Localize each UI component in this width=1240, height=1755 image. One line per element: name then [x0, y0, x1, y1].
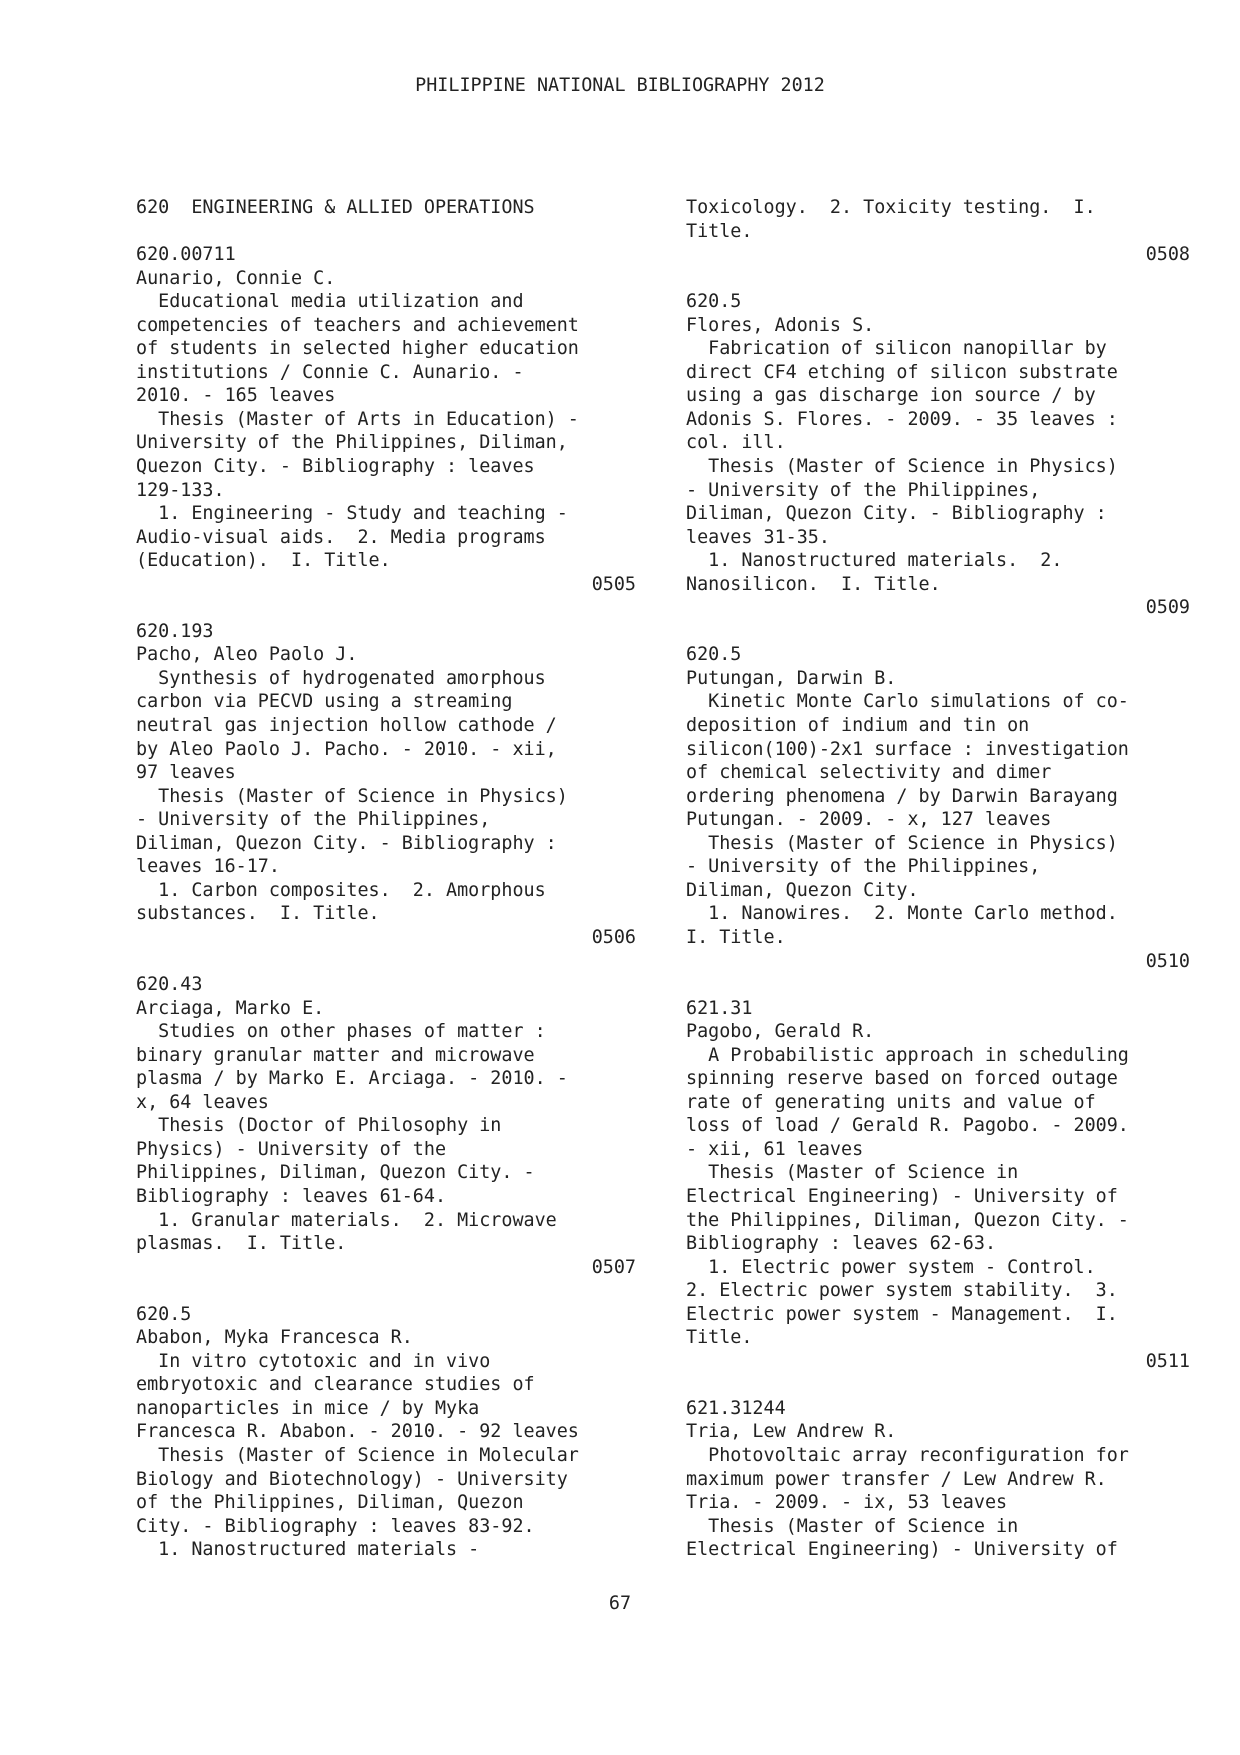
page-header: PHILIPPINE NATIONAL BIBLIOGRAPHY 2012: [415, 75, 825, 96]
blank-line: [136, 220, 636, 244]
entry-text-line: 97 leaves: [136, 762, 236, 784]
entry-text-line: 2010. - 165 leaves: [136, 385, 336, 407]
entry-text-line: Pacho, Aleo Paolo J.: [136, 644, 358, 666]
entry-text-line: of the Philippines, Diliman, Quezon: [136, 1492, 524, 1514]
entry-text-line: binary granular matter and microwave: [136, 1044, 535, 1066]
entry-text-line: - University of the Philippines,: [136, 809, 491, 831]
entry-text-line: Photovoltaic array reconfiguration for: [686, 1444, 1129, 1466]
entry-text-line: Thesis (Master of Science in Physics): [686, 832, 1118, 854]
entry-text-line: Francesca R. Ababon. - 2010. - 92 leaves: [136, 1421, 579, 1443]
entry-text-line: Thesis (Master of Science in: [686, 1515, 1019, 1537]
entry-text-line: 1. Electric power system - Control.: [686, 1256, 1096, 1278]
call-number: 621.31: [686, 997, 753, 1019]
entry-text-line: 1. Granular materials. 2. Microwave: [136, 1209, 557, 1231]
entry-text-line: using a gas discharge ion source / by: [686, 385, 1096, 407]
entry-text-line: plasmas. I. Title.: [136, 1233, 347, 1255]
entry-text-line: Electrical Engineering) - University of: [686, 1539, 1118, 1561]
entry-number: 0505: [591, 573, 636, 595]
entry-text-line: neutral gas injection hollow cathode /: [136, 715, 557, 737]
entry-text-line: Thesis (Master of Science in: [686, 1162, 1019, 1184]
blank-line: [136, 950, 636, 974]
entry-text-line: maximum power transfer / Lew Andrew R.: [686, 1468, 1107, 1490]
entry-text-line: 1. Engineering - Study and teaching -: [136, 503, 568, 525]
entry-text-line: Studies on other phases of matter :: [136, 1021, 546, 1043]
entry-number: 0510: [1145, 950, 1190, 972]
entry-text-line: University of the Philippines, Diliman,: [136, 432, 568, 454]
entry-text-line: Physics) - University of the: [136, 1138, 447, 1160]
entry-text-line: 1. Nanowires. 2. Monte Carlo method.: [686, 903, 1118, 925]
blank-line: [136, 596, 636, 620]
entry-text-line: Tria, Lew Andrew R.: [686, 1421, 897, 1443]
entry-text-line: ordering phenomena / by Darwin Barayang: [686, 785, 1118, 807]
blank-line: [686, 1373, 1190, 1397]
left-column: [136, 196, 636, 1562]
entry-number: 0506: [591, 926, 636, 948]
entry-text-line: Arciaga, Marko E.: [136, 997, 325, 1019]
entry-text-line: Electric power system - Management. I.: [686, 1303, 1118, 1325]
entry-text-line: Diliman, Quezon City. - Bibliography :: [686, 503, 1107, 525]
entry-text-line: Quezon City. - Bibliography : leaves: [136, 456, 535, 478]
entry-text-line: Putungan, Darwin B.: [686, 667, 897, 689]
entry-text-line: Educational media utilization and: [136, 291, 524, 313]
entry-text-line: A Probabilistic approach in scheduling: [686, 1044, 1129, 1066]
entry-text-line: I. Title.: [686, 926, 786, 948]
entry-text-line: 1. Carbon composites. 2. Amorphous: [136, 879, 546, 901]
entry-text-line: competencies of teachers and achievement: [136, 314, 579, 336]
blank-line: [136, 1279, 636, 1303]
entry-text-line: Thesis (Master of Science in Physics): [136, 785, 568, 807]
entry-number: 0508: [1145, 244, 1190, 266]
entry-number: 0511: [1145, 1350, 1190, 1372]
entry-text-line: Electrical Engineering) - University of: [686, 1185, 1118, 1207]
entry-text-line: Title.: [686, 1327, 753, 1349]
call-number: 620.5: [136, 1303, 192, 1325]
entry-text-line: Diliman, Quezon City.: [686, 879, 919, 901]
entry-text-line: x, 64 leaves: [136, 1091, 269, 1113]
entry-text-line: Thesis (Master of Science in Physics): [686, 456, 1118, 478]
entry-text-line: Thesis (Master of Science in Molecular: [136, 1444, 579, 1466]
entry-text-line: In vitro cytotoxic and in vivo: [136, 1350, 491, 1372]
entry-text-line: Diliman, Quezon City. - Bibliography :: [136, 832, 557, 854]
entry-text-line: Pagobo, Gerald R.: [686, 1021, 875, 1043]
entry-text-line: Kinetic Monte Carlo simulations of co-: [686, 691, 1129, 713]
entry-text-line: substances. I. Title.: [136, 903, 380, 925]
entry-text-line: loss of load / Gerald R. Pagobo. - 2009.: [686, 1115, 1129, 1137]
entry-number: 0507: [591, 1256, 636, 1278]
entry-text-line: Thesis (Doctor of Philosophy in: [136, 1115, 502, 1137]
blank-line: [686, 973, 1190, 997]
entry-text-line: nanoparticles in mice / by Myka: [136, 1397, 480, 1419]
entry-text-line: Toxicology. 2. Toxicity testing. I.: [686, 197, 1096, 218]
entry-text-line: Flores, Adonis S.: [686, 314, 875, 336]
entry-text-line: Adonis S. Flores. - 2009. - 35 leaves :: [686, 408, 1118, 430]
entry-text-line: Synthesis of hydrogenated amorphous: [136, 667, 546, 689]
entry-text-line: Philippines, Diliman, Quezon City. -: [136, 1162, 535, 1184]
entry-text-line: institutions / Connie C. Aunario. -: [136, 361, 524, 383]
entry-text-line: Title.: [686, 220, 753, 242]
blank-line: [686, 267, 1190, 291]
entry-text-line: Tria. - 2009. - ix, 53 leaves: [686, 1492, 1008, 1514]
blank-line: [686, 620, 1190, 644]
entry-text-line: spinning reserve based on forced outage: [686, 1068, 1118, 1090]
entry-text-line: Fabrication of silicon nanopillar by: [686, 338, 1107, 360]
entry-text-line: deposition of indium and tin on: [686, 715, 1030, 737]
entry-text-line: - University of the Philippines,: [686, 479, 1041, 501]
entry-text-line: of students in selected higher education: [136, 338, 579, 360]
entry-text-line: Putungan. - 2009. - x, 127 leaves: [686, 809, 1052, 831]
entry-text-line: City. - Bibliography : leaves 83-92.: [136, 1515, 535, 1537]
entry-text-line: Ababon, Myka Francesca R.: [136, 1327, 413, 1349]
entry-text-line: Audio-visual aids. 2. Media programs: [136, 526, 546, 548]
entry-text-line: 1. Nanostructured materials. 2.: [686, 550, 1063, 572]
entry-text-line: Bibliography : leaves 62-63.: [686, 1233, 997, 1255]
entry-text-line: the Philippines, Diliman, Quezon City. -: [686, 1209, 1129, 1231]
entry-text-line: direct CF4 etching of silicon substrate: [686, 361, 1118, 383]
entry-text-line: 620 ENGINEERING & ALLIED OPERATIONS: [136, 197, 535, 218]
entry-text-line: plasma / by Marko E. Arciaga. - 2010. -: [136, 1068, 568, 1090]
entry-text-line: Biology and Biotechnology) - University: [136, 1468, 568, 1490]
call-number: 620.5: [686, 644, 742, 666]
entry-text-line: Nanosilicon. I. Title.: [686, 573, 941, 595]
entry-text-line: Bibliography : leaves 61-64.: [136, 1185, 447, 1207]
entry-text-line: Thesis (Master of Arts in Education) -: [136, 408, 579, 430]
call-number: 620.5: [686, 291, 742, 313]
entry-text-line: (Education). I. Title.: [136, 550, 391, 572]
entry-text-line: by Aleo Paolo J. Pacho. - 2010. - xii,: [136, 738, 557, 760]
entry-text-line: 2. Electric power system stability. 3.: [686, 1280, 1118, 1302]
entry-text-line: col. ill.: [686, 432, 786, 454]
entry-text-line: leaves 16-17.: [136, 856, 280, 878]
entry-text-line: carbon via PECVD using a streaming: [136, 691, 513, 713]
call-number: 620.43: [136, 974, 203, 996]
right-column: [686, 196, 1190, 1562]
call-number: 621.31244: [686, 1397, 786, 1419]
entry-text-line: - University of the Philippines,: [686, 856, 1041, 878]
entry-text-line: 1. Nanostructured materials -: [136, 1539, 480, 1561]
entry-text-line: of chemical selectivity and dimer: [686, 762, 1052, 784]
entry-text-line: Aunario, Connie C.: [136, 267, 336, 289]
page-number: 67: [608, 1593, 632, 1614]
entry-text-line: leaves 31-35.: [686, 526, 830, 548]
entry-number: 0509: [1145, 597, 1190, 619]
entry-text-line: - xii, 61 leaves: [686, 1138, 864, 1160]
entry-text-line: rate of generating units and value of: [686, 1091, 1096, 1113]
entry-text-line: silicon(100)-2x1 surface : investigation: [686, 738, 1129, 760]
entry-text-line: embryotoxic and clearance studies of: [136, 1374, 535, 1396]
call-number: 620.00711: [136, 244, 236, 266]
entry-text-line: 129-133.: [136, 479, 225, 501]
call-number: 620.193: [136, 620, 214, 642]
